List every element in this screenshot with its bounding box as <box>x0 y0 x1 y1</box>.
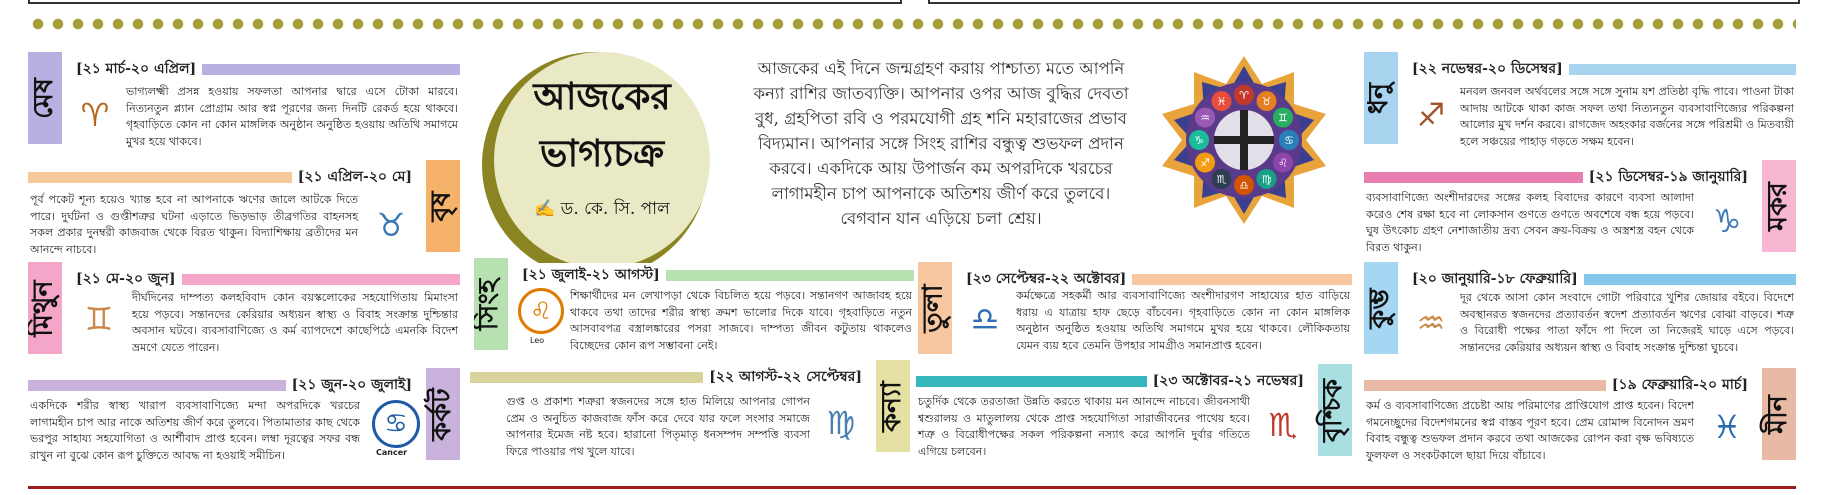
sign-header <box>516 264 914 286</box>
color-bar <box>1584 274 1796 285</box>
sign-tula <box>918 262 1352 358</box>
sign-text: ভাগ্যলক্ষ্মী প্রসন্ন হওয়ায় সফলতা আপনার দ্বারে এসে টোকা মারবে। নিত্যনতুন প্ল্যান প্রোগ্রাম আর স্বপ্ন পূরণের জন্য দিনটি রেকর্ড হয়ে থাকবে। গৃহবাড়িতে কোন না কোন মাঙ্গলিক অনুষ্ঠান অনুষ্ঠিত হওয়ায় অতিথি সমাগমে মুখর হয়ে থাকবে। <box>126 85 458 148</box>
sign-date: [২২ আগস্ট-২২ সেপ্টেম্বর] <box>703 365 868 389</box>
wheel-symbol-icon: ♈ <box>1239 89 1249 102</box>
color-bar <box>470 372 703 383</box>
zodiac-archer-icon: ♐ <box>1416 96 1446 134</box>
wheel-symbol-icon: ♒ <box>1200 111 1210 125</box>
sign-date: [২০ জানুয়ারি-১৮ ফেব্রুয়ারি] <box>1406 267 1584 291</box>
color-bar <box>28 380 286 391</box>
color-bar <box>1364 172 1583 183</box>
sign-text: দীর্ঘদিনের দাম্পত্য কলহবিবাদ কোন বয়স্কলোকের সহযোগিতায় মিমাংসা হয়ে পড়বে। সন্তানদের কেরিয়ার অধ্যয়ন স্বাস্থ্য ও বিবাহ সংক্রান্ত দুশ্চিন্তার অবসান ঘটবে। ব্যবসাবাণিজ্যে ও কর্ম ব্যাপদেশে কাছেপিঠে এমনকি বিদেশ ভ্রমণে যেতে পারেন। <box>132 291 458 354</box>
sign-text: পূর্ব পকেট শূন্য হয়েও খ্যান্ত হবে না আপনাকে ঋণের জালে আটকে দিতে পারে। দুর্ঘটনা ও গুপ্তীশত্রুর ঘটনা এড়াতে ভিড়ভাড় তীব্রগতির বাহনসহ সকল প্রকার দুনম্বরী কাজবাজ থেকে বিরত থাকুন। বিদ্যাশিক্ষায় ব্রতীদের মন আনন্দে নাচবে। <box>30 193 358 256</box>
zodiac-lion-icon: ♌ <box>518 288 564 334</box>
sign-date: [২১ ডিসেম্বর-১৯ জানুয়ারি] <box>1583 165 1754 189</box>
color-bar <box>28 172 292 183</box>
sign-date: [২৩ অক্টোবর-২১ নভেম্বর] <box>1147 369 1310 393</box>
zodiac-virgo-icon: ♍ <box>826 404 856 442</box>
wheel-symbol-icon: ♉ <box>1261 95 1272 109</box>
sign-date: [২১ এপ্রিল-২০ মে] <box>292 165 418 189</box>
color-bar <box>202 64 460 75</box>
sign-date: [২৩ সেপ্টেম্বর-২২ অক্টোবর] <box>960 267 1132 291</box>
sign-text: কর্মক্ষেত্রে সহকর্মী আর ব্যবসাবাণিজ্যে অংশীদারগণ সাহায্যের হাত বাড়িয়ে ধরায় এ যাত্রায় হাফ ছেড়ে বাঁচবেন। গৃহবাড়িতে কোন না কোন মাঙ্গলিক অনুষ্ঠান অনুষ্ঠিত হওয়ায় অতিথি সমাগমে মুখর হয়ে থাকবে। লৌকিকতায় যেমন ব্যয় হবে তেমনি উপহার সামগ্রীও সমানপ্রাপ্ত হবেন। <box>1016 289 1350 352</box>
wheel-symbol-icon: ♊ <box>1278 111 1288 125</box>
sign-brishchik <box>916 364 1352 468</box>
wheel-symbol-icon: ♌ <box>1278 156 1288 170</box>
bottom-rule <box>28 486 1796 489</box>
sign-text: ব্যবসাবাণিজ্যে অংশীদারদের সঙ্গের কলহ বিবাদের কারণে ব্যবসা আলাদা করেও শেষ রক্ষা হবে না লোকসান গুণতে গুণতে অবশেষে বন্ধ হয়ে পড়বে। ঘুষ উৎকোচ গ্রহণ নেশাজাতীয় দ্রব্য সেবন ক্রয়-বিক্রয় ও অস্ত্রশস্ত্র বহন থেকে বিরত থাকুন। <box>1366 191 1694 254</box>
color-bar <box>1569 64 1796 75</box>
zodiac-bull-icon: ♉ <box>376 206 406 244</box>
sign-kumbha <box>1364 262 1796 362</box>
zodiac-scales-icon: ♎ <box>970 300 1000 338</box>
zodiac-fish-icon: ♓ <box>1712 408 1742 446</box>
sign-symbol-label: Leo <box>530 336 545 345</box>
sign-text: মনবল জনবল অর্থবলের সঙ্গে সঙ্গে সুনাম যশ প্রতিষ্ঠা বৃদ্ধি পাবে। পাওনা টাকা আদায় আটকে থাকা কাজ সফল তথা নিত্যনতুন ব্যবসাবাণিজ্যের পরিকল্পনা আলোর মুখ দর্শন করবে। রাগজেদ অহংকার বর্জনের সঙ্গে পরিশ্রমী ও মিতব্যয়ী হলে সঞ্চয়ের পাহাড় গড়তে সক্ষম হবেন। <box>1460 85 1794 148</box>
sign-header <box>70 58 460 80</box>
zodiac-crab-icon: ♋ <box>372 400 420 448</box>
color-bar <box>182 274 460 285</box>
wheel-symbol-icon: ♎ <box>1239 179 1249 192</box>
sign-tab-brish <box>426 160 460 252</box>
intro-paragraph: আজকের এই দিনে জন্মগ্রহণ করায় পাশ্চাত্য মতে আপনি কন্যা রাশির জাতব্যক্তি। আপনার ওপর আজ বুদ্ধির দেবতা বুধ, গ্রহপিতা রবি ও পরমযোগী গ্রহ শনি মহারাজের প্রভাব বিদ্যমান। আপনার সঙ্গে সিংহ রাশির বন্ধুত্ব শুভফল প্রদান করবে। একদিকে আয় উপার্জন কম অপরদিকে খরচের লাগামহীন চাপ আপনাকে অতিশয় জীর্ণ করে তুলবে। বেগবান যান এড়িয়ে চলা শ্রেয়। <box>753 59 1129 228</box>
sign-header <box>470 366 868 388</box>
sign-tab-karkat <box>426 368 460 460</box>
top-box-left <box>28 0 902 4</box>
wheel-symbol-icon: ♐ <box>1200 156 1210 170</box>
zodiac-scorpion-icon: ♏ <box>1268 406 1298 444</box>
wheel-symbol-icon: ♑ <box>1194 134 1204 147</box>
sign-tab-singha <box>474 258 508 350</box>
color-bar <box>1364 380 1606 391</box>
sign-tab-mithun <box>28 262 62 354</box>
sign-date: [২১ মে-২০ জুন] <box>70 267 182 291</box>
sign-name: মীন <box>1761 394 1793 434</box>
sign-tab-makar <box>1762 160 1796 252</box>
sign-karkat <box>28 368 460 468</box>
sign-text: দূর থেকে আসা কোন সংবাদে গোটা পরিবারে খুশির জোয়ার বইবে। বিদেশে অবস্থানরত স্বজনদের প্রত্যাবর্তন স্বদেশ প্রত্যাবর্তন ঋণের বোঝা বাড়বে। শত্রু ও বিরোধী পক্ষের পাতা ফাঁদে পা দিলে তা নিজেরই ঘাড়ে এসে পড়বে। সন্তানদের কেরিয়ার অধ্যয়ন স্বাস্থ্য ও বিবাহ সংক্রান্ত দুশ্চিন্তা ঘুচবে। <box>1460 291 1794 354</box>
sign-tab-kanya <box>876 360 910 452</box>
dotted-divider <box>28 17 1796 31</box>
sign-text: গুপ্ত ও প্রকাশ্য শত্রুরা স্বজনদের সঙ্গে হাত মিলিয়ে আপনার গোপন প্রেম ও অনুচিত কাজবাজ ফাঁস করে দেবে যার ফলে সংসার সমাজে আপনার ইমেজ নষ্ট হবে। হারানো পিতৃমাতৃ ধনসম্পদ সম্পত্তি ব্যবসা ফিরে পাওয়ার পথ খুলে যাবে। <box>506 395 810 458</box>
zodiac-ram-icon: ♈ <box>80 96 110 134</box>
sign-name: কর্কট <box>425 387 457 441</box>
zodiac-goat-icon: ♑ <box>1712 202 1742 240</box>
sign-tab-brishchik <box>1318 364 1352 456</box>
sign-text: কর্ম ও ব্যবসাবাণিজ্যে প্রচেষ্টা আয় পরিমাণের প্রাপ্তিযোগ প্রাপ্ত হবেন। বিদেশ গমনেচ্ছুদের বিদেশগমনের স্বপ্ন বাস্তব পূরণ হবে। প্রেম রোমান্স বিনোদন ভ্রমণ বিবাহ বন্ধুত্ব শুভফল প্রদান করবে তথা আজকের রোপন করা বৃক্ষ ভবিষ্যতে ফুলফল ও সংকটকালে ছায়া দিয়ে বাঁচাবে। <box>1366 399 1694 462</box>
sign-name: সিংহ <box>474 278 505 330</box>
sign-name: মেষ <box>28 77 59 119</box>
sign-header <box>70 268 460 290</box>
sign-name: বৃশ্চিক <box>1317 378 1349 442</box>
color-bar <box>916 376 1147 387</box>
wheel-symbol-icon: ♓ <box>1216 95 1227 109</box>
wheel-symbol-icon: ♏ <box>1216 172 1227 186</box>
sign-header <box>960 268 1352 290</box>
zodiac-twins-icon: ♊ <box>84 300 114 338</box>
sign-mithun <box>28 262 460 362</box>
zodiac-water-bearer-icon: ♒ <box>1416 304 1446 342</box>
sign-name: মিথুন <box>28 279 59 337</box>
sign-header <box>1364 374 1754 396</box>
sign-date: [১৯ ফেব্রুয়ারি-২০ মার্চ] <box>1606 373 1754 397</box>
sign-tab-tula <box>918 262 952 354</box>
title-line-1: আজকের <box>533 74 671 118</box>
sign-name: তুলা <box>918 283 949 333</box>
sign-makar <box>1364 160 1796 260</box>
sign-name: মকর <box>1761 181 1793 231</box>
sign-header <box>1406 268 1796 290</box>
sign-dhanu <box>1364 52 1796 156</box>
sign-date: [২১ জুলাই-২১ আগস্ট] <box>516 263 666 287</box>
sign-name: বৃষ <box>425 191 457 221</box>
sign-mesh <box>28 52 460 156</box>
sign-meen <box>1364 368 1796 468</box>
sign-tab-kumbha <box>1364 262 1398 354</box>
sign-text: চতুর্দিক থেকে তরতাজা উন্নতি করতে থাকায় মন আনন্দে নাচবে। জীবনসাথী শ্বশুরালয় ও মাতুলালয় থেকে প্রাপ্ত সহযোগিতা সারাজীবনের পাথেয় হবে। শত্রু ও বিরোধীপক্ষের সকল পরিকল্পনা নস্যাৎ করে আপনি দুর্বার গতিতে এগিয়ে চলবেন। <box>918 395 1250 458</box>
sign-tab-meen <box>1762 368 1796 460</box>
sign-symbol-label: Cancer <box>376 448 408 457</box>
color-bar <box>666 270 914 281</box>
sign-brish <box>28 160 460 260</box>
sign-name: কন্যা <box>875 380 907 432</box>
page-title <box>506 68 698 182</box>
sign-header <box>1406 58 1796 80</box>
sign-date: [২১ মার্চ-২০ এপ্রিল] <box>70 57 202 81</box>
title-line-2: ভাগ্যচক্র <box>539 131 665 175</box>
sign-text: শিক্ষার্থীদের মন লেখাপড়া থেকে বিচলিত হয়ে পড়বে। সন্তানগণ আজাবহ হয়ে থাকবে তথা তাদের শরীর স্বাস্থ্য ক্রমশ ভালোর দিকে যাবে। গৃহবাড়িতে নতুন আসবাবপত্র বস্ত্রালঙ্কারের পসরা সাজবে। দাম্পত্য জীবন কটুতায় থাকলেও বিচ্ছেদের কোন রূপ সম্ভাবনা নেই। <box>570 289 912 352</box>
sign-name: ধনু <box>1364 82 1395 114</box>
wheel-symbol-icon: ♍ <box>1261 172 1272 186</box>
sign-header <box>28 374 418 396</box>
sign-header <box>28 166 418 188</box>
sign-tab-dhanu <box>1364 52 1398 144</box>
sign-singha <box>474 258 914 354</box>
color-bar <box>1132 274 1352 285</box>
top-box-right <box>928 0 1800 4</box>
sign-tab-mesh <box>28 52 62 144</box>
sign-date: [২১ জুন-২০ জুলাই] <box>286 373 418 397</box>
byline: ✍ ড. কে. সি. পাল <box>534 199 670 219</box>
zodiac-wheel-image <box>1158 54 1330 226</box>
sign-date: [২২ নভেম্বর-২০ ডিসেম্বর] <box>1406 57 1569 81</box>
sign-text: একদিকে শরীর স্বাস্থ্য খারাপ ব্যবসাবাণিজ্যে মন্দা অপরদিকে খরচের লাগামহীন চাপ আর নাকে অতিশয় জীর্ণ করে তুলবে। পিতামাতার কাছ থেকে ভরপুর সাহায্য সহযোগিতা ও আর্শীবাদ প্রাপ্ত হবেন। লম্বা দূরত্বের সফর বন্ধ রাখুন না বুঝে কোন রূপ চুক্তিতে আবদ্ধ না হওয়াই সমীচিন। <box>30 399 360 462</box>
sign-kanya <box>470 360 910 464</box>
wheel-symbol-icon: ♋ <box>1284 134 1294 147</box>
sign-name: কুম্ভ <box>1364 287 1395 329</box>
sign-header <box>1364 166 1754 188</box>
sign-header <box>916 370 1310 392</box>
